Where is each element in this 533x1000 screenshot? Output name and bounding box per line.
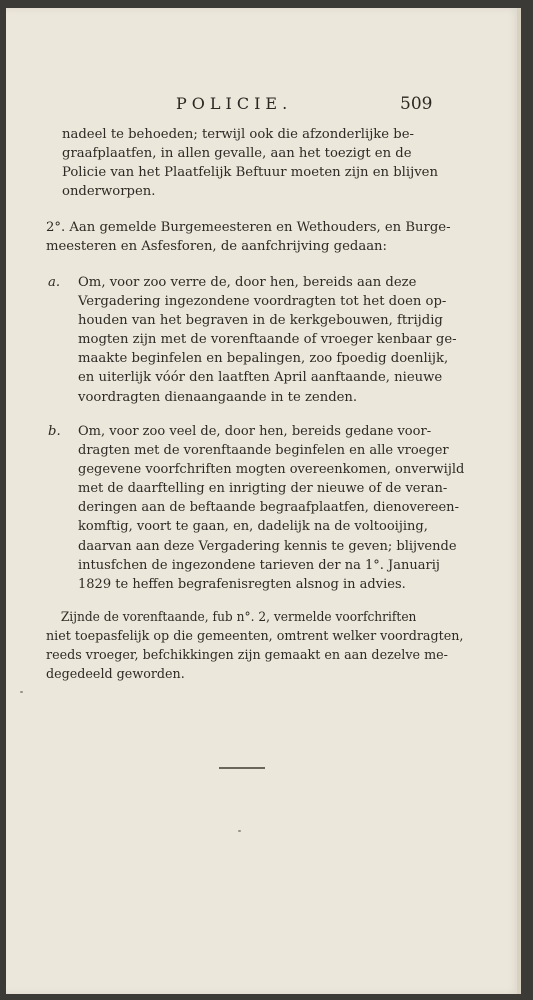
text-line: Om, voor zoo veel de, door hen, bereids gedane voor-	[78, 424, 432, 439]
item-a-label: a.	[48, 275, 61, 290]
running-head: POLICIE.	[176, 94, 293, 113]
text-line: daarvan aan deze Vergadering kennis te geven; blijvende	[78, 538, 457, 554]
text-line: degedeeld geworden.	[46, 667, 185, 683]
book-page	[6, 8, 521, 994]
text-line: dragten met de vorenftaande beginfelen en alle vroeger	[78, 443, 449, 459]
paper-speck	[20, 691, 23, 693]
text-line: met de daarftelling en inrigting der nieuwe of de veran-	[78, 481, 448, 497]
page-edge	[517, 8, 521, 994]
text-line: Zijnde de vorenftaande, fub n°. 2, vermelde voorfchriften	[60, 610, 417, 625]
text-line: voordragten dienaangaande in te zenden.	[78, 389, 358, 405]
text-line: intusfchen de ingezondene tarieven der na 1°. Januarij	[78, 557, 440, 573]
text-line: Policie van het Plaatfelijk Beftuur moeten zijn en blijven	[62, 165, 438, 181]
text-line: nadeel te behoeden; terwijl ook die afzonderlijke be-	[62, 127, 414, 142]
text-line: Vergadering ingezondene voordragten tot het doen op-	[78, 294, 447, 310]
text-line: houden van het begraven in de kerkgebouwen, ftrijdig	[78, 313, 443, 329]
text-line: meesteren en Asfesforen, de aanfchrijving gedaan:	[46, 239, 387, 255]
text-line: maakte beginfelen en bepalingen, zoo fpoedig doenlijk,	[78, 351, 449, 367]
item-a-paragraph	[78, 273, 457, 407]
paragraph-2	[46, 218, 451, 256]
text-line: onderworpen.	[62, 184, 156, 200]
item-b-paragraph	[78, 422, 469, 594]
page-number: 509	[400, 94, 433, 114]
text-line: 2°. Aan gemelde Burgemeesteren en Wethouders, en Burge-	[46, 220, 451, 235]
text-line: komftig, voort te gaan, en, dadelijk na de voltooijing,	[78, 519, 428, 535]
text-line: gegevene voorfchriften mogten overeenkomen, onverwijld	[78, 462, 465, 478]
text-line: niet toepasfelijk op die gemeenten, omtrent welker voordragten,	[46, 629, 464, 645]
closing-paragraph	[46, 608, 480, 684]
text-line: en uiterlijk vóór den laatften April aanftaande, nieuwe	[78, 370, 443, 386]
closing-rule	[219, 767, 265, 769]
text-line: mogten zijn met de vorenftaande of vroeger kenbaar ge-	[78, 332, 457, 348]
text-line: 1829 te heffen begrafenisregten alsnog in advies.	[78, 576, 406, 592]
text-line: graafplaatfen, in allen gevalle, aan het toezigt en de	[62, 146, 412, 162]
text-line: Om, voor zoo verre de, door hen, bereids aan deze	[78, 275, 417, 290]
continuation-paragraph	[62, 125, 438, 201]
text-line: reeds vroeger, befchikkingen zijn gemaakt en aan dezelve me-	[46, 648, 448, 664]
paper-speck	[238, 830, 241, 832]
text-line: deringen aan de beftaande begraafplaatfen, dienovereen-	[78, 500, 459, 516]
page-header	[6, 94, 521, 116]
item-b-label: b.	[48, 424, 61, 439]
